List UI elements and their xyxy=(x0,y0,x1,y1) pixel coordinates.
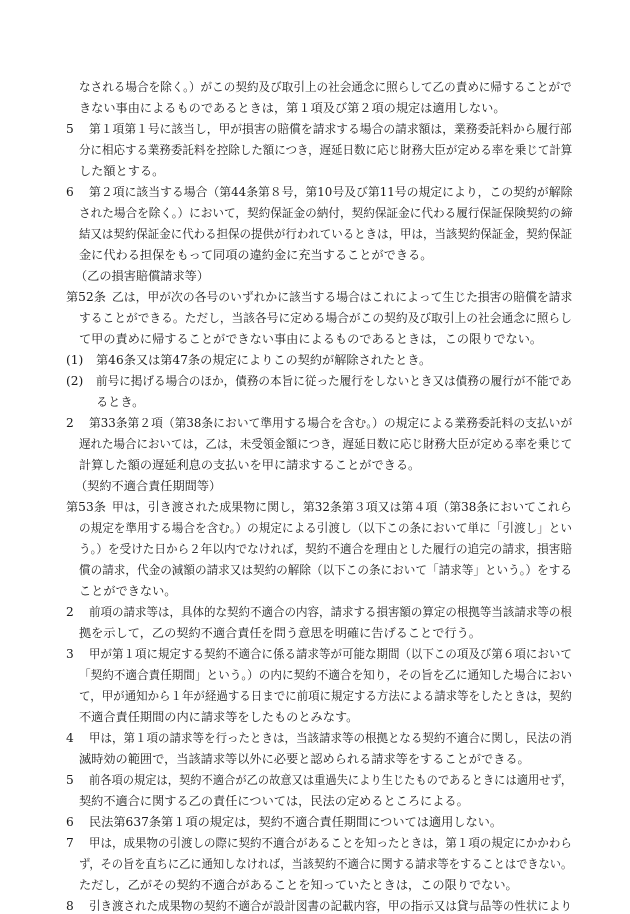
line-text: した額とする。 xyxy=(79,164,165,178)
clause-number: 6 xyxy=(66,185,74,199)
line-text: 甲は，成果物の引渡しの際に契約不適合があることを知ったときは，第１項の規定にかかわら xyxy=(89,836,572,850)
line-text: 計算した額の遅延利息の支払いを甲に請求することができる。 xyxy=(79,458,421,472)
line-text: 滅時効の範囲で，当該請求等以外に必要と認められる請求等をすることができる。 xyxy=(79,752,530,766)
clause-number: 6 xyxy=(66,815,74,829)
line-text: 償の請求，代金の減額の請求又は契約の解除（以下この条において「請求等」という。）をする xyxy=(79,563,572,577)
clause-number: 4 xyxy=(66,731,74,745)
article-number: 第52条 xyxy=(66,290,106,304)
item-number: (1) xyxy=(66,353,84,367)
line-text: ず，その旨を直ちに乙に通知しなければ，当該契約不適合に関する請求等をすることはできない。 xyxy=(79,857,573,871)
clause-number: 5 xyxy=(66,122,74,136)
line-text: 引き渡された成果物の契約不適合が設計図書の記載内容，甲の指示又は貸与品等の性状により xyxy=(89,899,572,913)
line-text: るとき。 xyxy=(96,395,145,409)
clause-number: 5 xyxy=(66,773,74,787)
clause-number: 8 xyxy=(66,899,74,913)
line-text: 分に相応する業務委託料を控除した額につき，遅延日数に応じ財務大臣が定める率を乗じて計算 xyxy=(79,143,573,157)
line-text: 第１項第１号に該当し，甲が損害の賠償を請求する場合の請求額は，業務委託料から履行部 xyxy=(89,122,572,136)
line-text: 第46条又は第47条の規定によりこの契約が解除されたとき。 xyxy=(96,353,432,367)
line-text: ただし，乙がその契約不適合があることを知っていたときは，この限りでない。 xyxy=(79,878,518,892)
line-text: 民法第637条第１項の規定は，契約不適合責任期間については適用しない。 xyxy=(89,815,503,829)
clause-number: 7 xyxy=(66,836,74,850)
line-text: なされる場合を除く。）がこの契約及び取引上の社会通念に照らして乙の責めに帰することがで xyxy=(79,80,572,94)
line-text: 拠を示して，乙の契約不適合責任を問う意思を明確に告げることで行う。 xyxy=(79,626,481,640)
line-text: 乙は，甲が次の各号のいずれかに該当する場合はこれによって生じた損害の賠償を請求 xyxy=(112,290,573,304)
heading-text: （契約不適合責任期間等） xyxy=(75,479,222,493)
line-text: う。）を受けた日から２年以内でなければ，契約不適合を理由とした履行の追完の請求，損害賠 xyxy=(79,542,572,556)
line-text: きない事由によるものであるときは，第１項及び第２項の規定は適用しない。 xyxy=(79,101,506,115)
heading-text: （乙の損害賠償請求等） xyxy=(75,269,210,283)
line-text: 契約不適合に関する乙の責任については，民法の定めるところによる。 xyxy=(79,794,469,808)
line-text: 「契約不適合責任期間」という。）の内に契約不適合を知り，その旨を乙に通知した場合におい xyxy=(79,668,572,682)
line-text: 金に代わる担保をもって同項の違約金に充当することができる。 xyxy=(79,248,433,262)
line-text: て甲の責めに帰することができない事由によるものであるときは，この限りでない。 xyxy=(79,332,543,346)
clause-number: 2 xyxy=(66,416,74,430)
line-text: することができる。ただし，当該各号に定める場合がこの契約及び取引上の社会通念に照らし xyxy=(79,311,572,325)
line-text: 前号に掲げる場合のほか，債務の本旨に従った履行をしないとき又は債務の履行が不能であ xyxy=(96,374,572,388)
line-text: 前項の請求等は，具体的な契約不適合の内容，請求する損害額の算定の根拠等当該請求等の根 xyxy=(89,605,572,619)
line-text: て，甲が通知から１年が経過する日までに前項に規定する方法による請求等をしたときは，契約 xyxy=(79,689,572,703)
clause-number: 3 xyxy=(66,647,74,661)
line-text: ことができない。 xyxy=(79,584,177,598)
article-number: 第53条 xyxy=(66,500,106,514)
line-text: された場合を除く。）において，契約保証金の納付，契約保証金に代わる履行保証保険契約の締 xyxy=(79,206,573,220)
line-text: 甲は，引き渡された成果物に関し，第32条第３項又は第４項（第38条においてこれら xyxy=(112,500,572,514)
line-text: 第33条第２項（第38条において準用する場合を含む。）の規定による業務委託料の支払いが xyxy=(89,416,573,430)
line-text: 甲は，第１項の請求等を行ったときは，当該請求等の根拠となる契約不適合に関し，民法の消 xyxy=(89,731,572,745)
line-text: 甲が第１項に規定する契約不適合に係る請求等が可能な期間（以下この項及び第６項において xyxy=(89,647,572,661)
line-text: 前各項の規定は，契約不適合が乙の故意又は重過失により生じたものであるときには適用せず， xyxy=(89,773,573,787)
clause-number: 2 xyxy=(66,605,74,619)
item-number: (2) xyxy=(66,374,84,388)
line-text: 遅れた場合においては，乙は，未受領金額につき，遅延日数に応じ財務大臣が定める率を乗じて xyxy=(79,437,573,451)
line-text: 不適合責任期間の内に請求等をしたものとみなす。 xyxy=(79,710,359,724)
line-text: の規定を準用する場合を含む。）の規定による引渡し（以下この条において単に「引渡し」とい xyxy=(79,521,572,535)
line-text: 第２項に該当する場合（第44条第８号，第10号及び第11号の規定により，この契約が解除 xyxy=(89,185,573,199)
line-text: 結又は契約保証金に代わる担保の提供が行われているときは，甲は，当該契約保証金，契約保証 xyxy=(79,227,573,241)
